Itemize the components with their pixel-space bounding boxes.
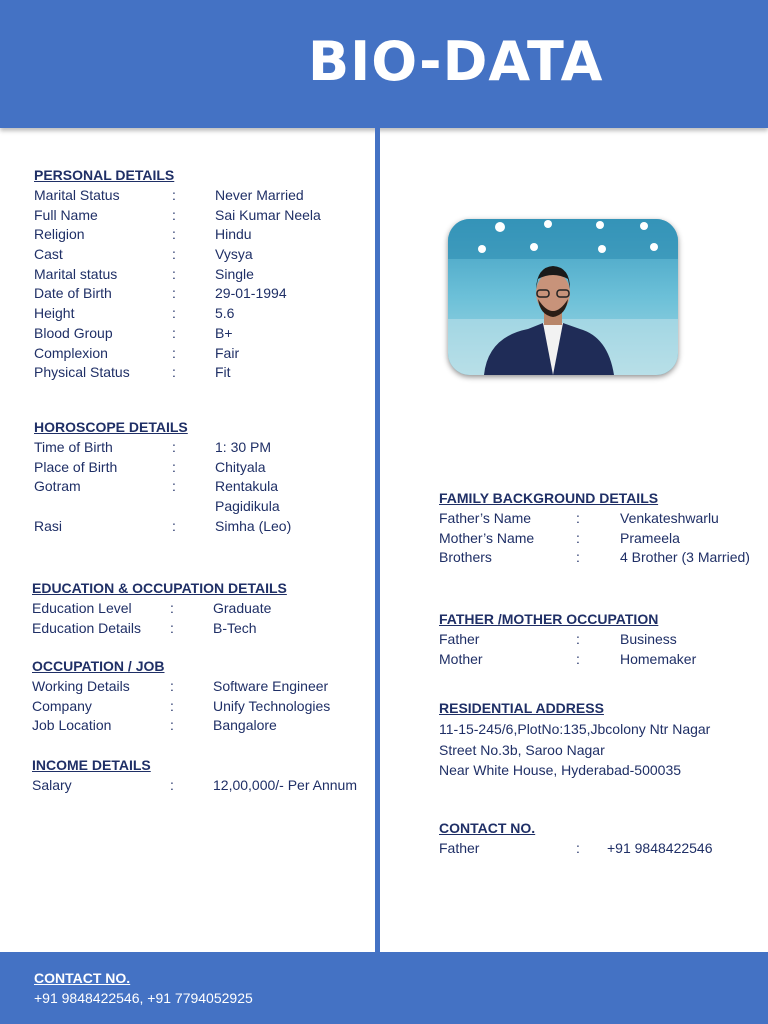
footer-contact-title: CONTACT NO. [34,970,131,986]
section-title: INCOME DETAILS [32,757,151,773]
row-value: Software Engineer [213,678,329,694]
address-line: Near White House, Hyderabad-500035 [439,762,682,778]
row-value: Never Married [215,187,304,203]
detail-row [34,438,364,458]
section-title: PERSONAL DETAILS [34,167,175,183]
occupation-section [32,656,367,736]
row-label: Working Details [32,678,130,694]
row-label: Marital status [34,265,118,282]
row-value: Simha (Leo) [215,517,292,534]
row-label: Rasi [34,517,63,534]
column-divider [375,128,380,952]
row-separator: : [170,600,174,616]
detail-rows [34,438,364,536]
detail-rows [34,186,364,383]
row-value: Hindu [215,226,252,243]
detail-row [32,697,367,717]
row-label: Job Location [32,717,112,734]
row-value: Unify Technologies [213,697,331,714]
row-value: Chityala [215,458,266,475]
row-value: Rentakula [215,478,279,495]
horoscope-details-section [34,417,364,536]
residential-address-section [439,698,764,781]
row-separator: : [576,631,580,647]
section-title: FATHER /MOTHER OCCUPATION [439,611,659,627]
address-line: 11-15-245/6,PlotNo:135,Jbcolony Ntr Nagar [439,721,711,737]
row-label: Education Details [32,619,141,636]
portrait-image [448,219,678,375]
row-separator: : [172,305,176,322]
row-value: Homemaker [620,650,697,667]
detail-row [34,458,364,478]
row-separator: : [172,344,176,361]
row-value: Sai Kumar Neela [215,206,321,223]
detail-rows [32,677,367,736]
row-value: Venkateshwarlu [620,510,719,526]
footer-contact-numbers: +91 9848422546, +91 7794052925 [34,990,253,1006]
row-value: 5.6 [215,305,235,322]
row-label: Blood Group [34,324,113,341]
row-value: Single [215,265,254,282]
row-separator: : [576,549,580,566]
section-title: OCCUPATION / JOB [32,658,165,674]
row-separator: : [172,517,176,534]
row-value: Graduate [213,600,272,616]
detail-row [34,324,364,344]
row-separator: : [172,285,176,302]
profile-photo [448,219,678,375]
row-separator: : [172,458,176,475]
section-title: FAMILY BACKGROUND DETAILS [439,490,659,506]
row-label: Mother [439,650,483,667]
row-label: Gotram [34,478,81,495]
row-separator: : [172,364,176,381]
contact-section [439,818,764,859]
row-value: 29-01-1994 [215,285,287,302]
detail-row [439,630,764,650]
section-title: RESIDENTIAL ADDRESS [439,700,604,716]
row-value: Fit [215,364,231,381]
detail-rows [439,839,764,859]
income-details-section [32,755,367,796]
row-label: Marital Status [34,187,120,203]
detail-row [34,225,364,245]
detail-row [34,477,364,497]
row-separator: : [170,777,174,793]
row-separator: : [170,697,174,714]
row-label: Company [32,697,92,714]
row-value: B+ [215,324,233,341]
row-separator: : [576,510,580,526]
row-label: Religion [34,226,85,243]
row-separator: : [170,717,174,734]
section-title: CONTACT NO. [439,820,536,836]
detail-row [32,716,367,736]
row-value: Pagidikula [215,498,280,515]
parents-occupation-section [439,609,764,669]
row-value: +91 9848422546 [607,840,713,856]
row-label: Time of Birth [34,439,113,455]
row-label: Place of Birth [34,458,118,475]
education-details-section [32,578,367,638]
row-label: Father [439,840,480,856]
row-label: Father [439,631,480,647]
row-label: Full Name [34,206,98,223]
row-label: Salary [32,777,72,793]
detail-row [34,186,364,206]
row-separator: : [170,619,174,636]
detail-row [32,677,367,697]
row-label: Father’s Name [439,510,532,526]
row-separator: : [172,439,176,455]
row-value: 12,00,000/- Per Annum [213,777,357,793]
row-value: Prameela [620,529,680,546]
section-title: EDUCATION & OCCUPATION DETAILS [32,580,287,596]
row-value: Bangalore [213,717,277,734]
row-label: Date of Birth [34,285,112,302]
row-label: Height [34,305,75,322]
address-line: Street No.3b, Saroo Nagar [439,741,605,758]
section-title: HOROSCOPE DETAILS [34,419,188,435]
header-banner [0,0,768,128]
detail-row [32,599,367,619]
row-separator: : [172,187,176,203]
row-separator: : [172,246,176,263]
row-label: Education Level [32,600,132,616]
detail-row [34,304,364,324]
row-separator: : [172,324,176,341]
page-title: BIO-DATA [308,30,604,93]
detail-row [34,284,364,304]
detail-row [32,776,367,796]
detail-row [34,265,364,285]
detail-rows [439,509,764,568]
detail-row [34,497,364,517]
row-label: Brothers [439,549,492,566]
detail-row [34,363,364,383]
footer-banner [0,952,768,1024]
row-separator: : [576,650,580,667]
row-value: 4 Brother (3 Married) [620,549,750,566]
row-label: Complexion [34,344,108,361]
detail-rows [32,776,367,796]
detail-row [439,509,764,529]
row-value: Vysya [215,246,253,263]
detail-row [34,245,364,265]
detail-row [439,650,764,670]
row-value: 1: 30 PM [215,439,272,455]
row-value: B-Tech [213,619,257,636]
detail-rows [32,599,367,638]
detail-row [439,548,764,568]
row-label: Physical Status [34,364,130,381]
row-separator: : [172,206,176,223]
family-background-section [439,488,764,568]
detail-row [34,344,364,364]
row-value: Fair [215,344,240,361]
detail-row [34,517,364,537]
detail-row [34,206,364,226]
row-label: Cast [34,246,63,263]
row-separator: : [172,226,176,243]
detail-row [32,619,367,639]
personal-details-section [34,165,364,383]
row-value: Business [620,631,677,647]
row-separator: : [172,478,176,495]
row-separator: : [576,529,580,546]
detail-rows [439,630,764,669]
detail-row [439,529,764,549]
row-separator: : [172,265,176,282]
row-separator: : [170,678,174,694]
row-label: Mother’s Name [439,529,535,546]
row-separator: : [576,840,580,856]
detail-row [439,839,764,859]
